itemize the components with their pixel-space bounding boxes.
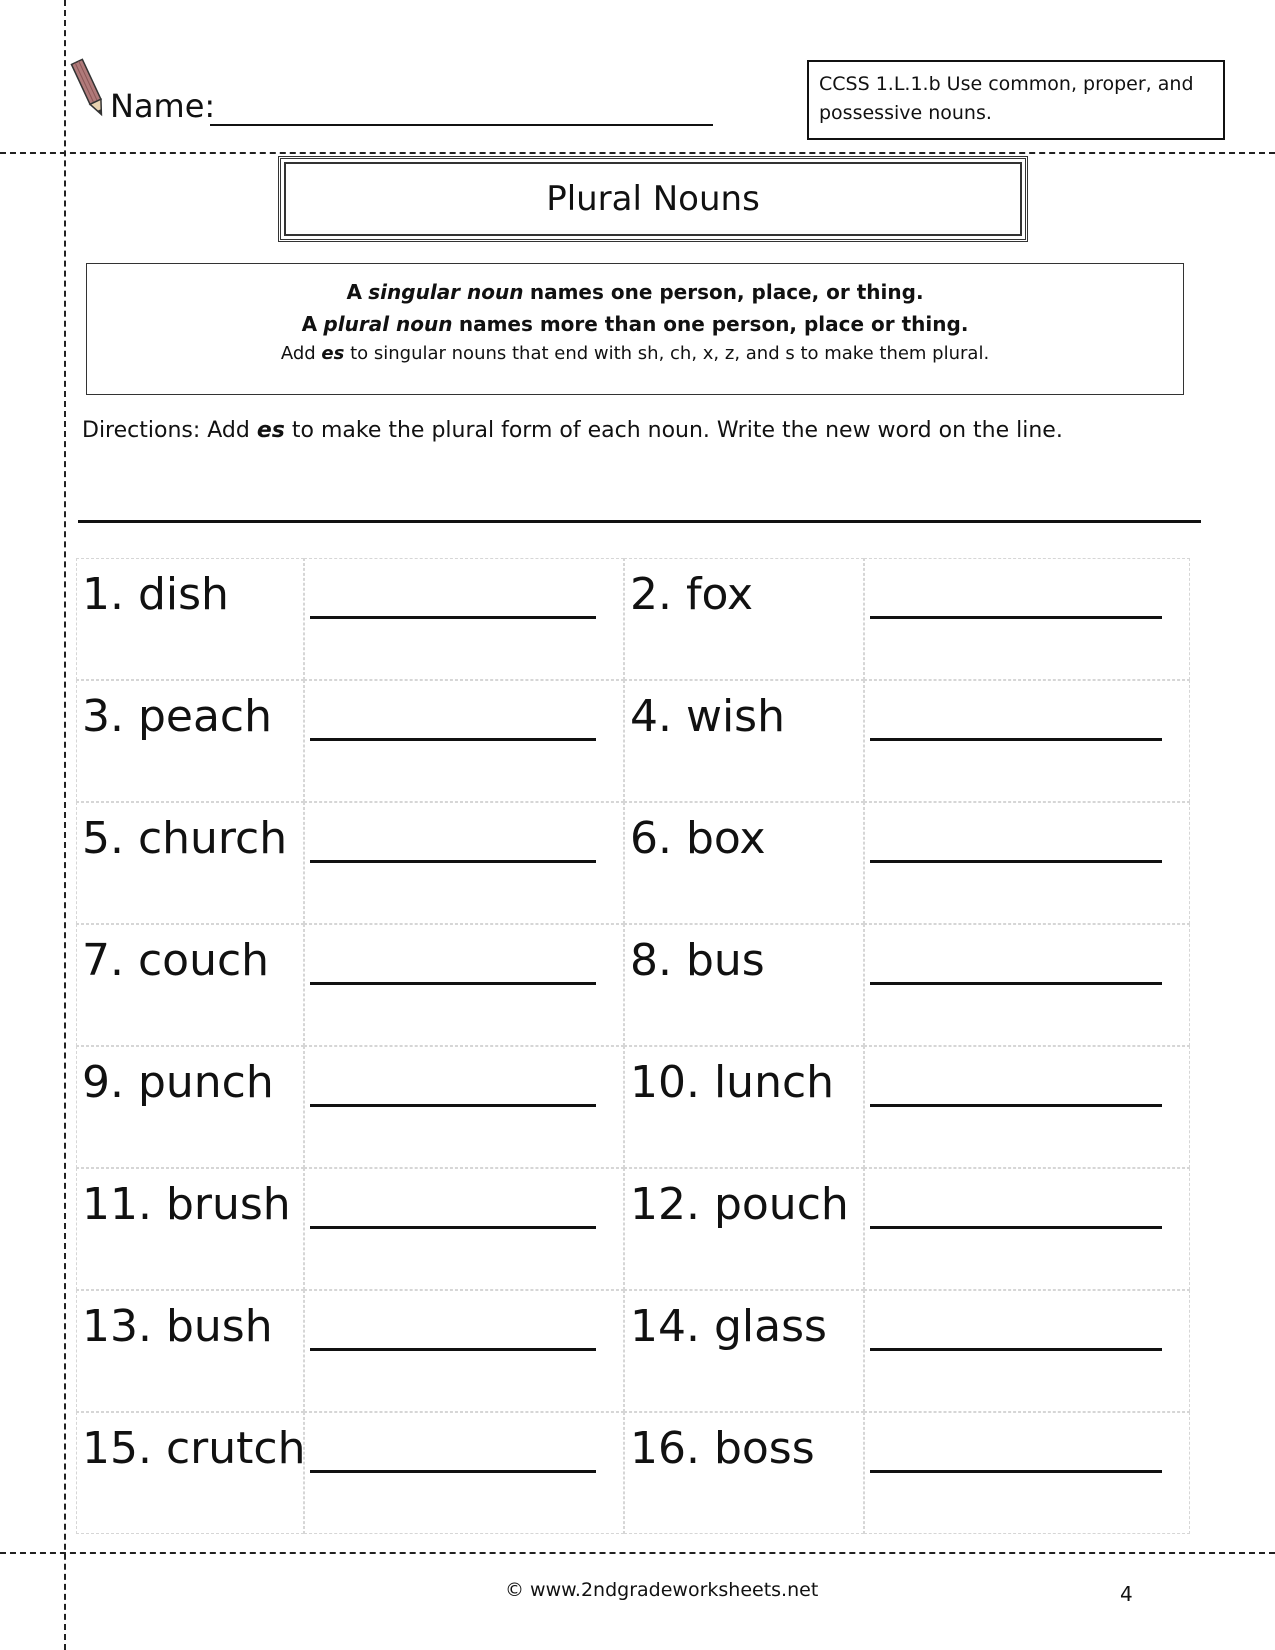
definition-text: names more than one person, place or thing. <box>458 312 969 336</box>
answer-cell <box>304 680 624 802</box>
name-label: Name: <box>110 87 216 125</box>
noun-item: 8. bus <box>630 935 765 986</box>
answer-line[interactable] <box>310 860 596 863</box>
standard-box: CCSS 1.L.1.b Use common, proper, and possessive nouns. <box>807 60 1225 140</box>
definition-rule <box>87 340 1183 368</box>
directions-prefix: Directions: Add <box>82 418 250 443</box>
answer-cell <box>304 1168 624 1290</box>
left-margin-guide <box>64 0 66 1650</box>
noun-item: 11. brush <box>82 1179 291 1230</box>
answer-cell <box>304 1046 624 1168</box>
term-singular-noun: singular noun <box>368 280 524 304</box>
top-cut-guide <box>0 152 1275 154</box>
answer-line[interactable] <box>870 1470 1162 1473</box>
noun-item: 5. church <box>82 813 288 864</box>
answer-cell <box>864 1412 1190 1534</box>
pencil-icon <box>70 55 110 125</box>
answer-line[interactable] <box>870 982 1162 985</box>
page-title: Plural Nouns <box>546 179 760 219</box>
rule-prefix: Add <box>280 343 316 364</box>
noun-item: 6. box <box>630 813 766 864</box>
answer-line[interactable] <box>310 982 596 985</box>
answer-cell <box>304 558 624 680</box>
section-divider <box>78 520 1201 523</box>
answer-cell <box>864 802 1190 924</box>
answer-cell <box>304 802 624 924</box>
directions-text: to make the plural form of each noun. Write the new word on the line. <box>291 418 1063 443</box>
definition-box <box>86 263 1184 395</box>
name-input-line[interactable] <box>210 124 713 126</box>
exercise-grid <box>76 558 1190 1558</box>
answer-line[interactable] <box>870 738 1162 741</box>
noun-item: 15. crutch <box>82 1423 306 1474</box>
answer-line[interactable] <box>310 1470 596 1473</box>
directions <box>82 416 1063 446</box>
directions-term: es <box>256 418 285 443</box>
definition-text: names one person, place, or thing. <box>529 280 924 304</box>
copyright: © www.2ndgradeworksheets.net <box>505 1579 819 1601</box>
answer-cell <box>864 1168 1190 1290</box>
answer-line[interactable] <box>870 616 1162 619</box>
noun-item: 13. bush <box>82 1301 273 1352</box>
noun-item: 9. punch <box>82 1057 274 1108</box>
answer-cell <box>304 924 624 1046</box>
noun-item: 4. wish <box>630 691 785 742</box>
definition-article: A <box>346 280 362 304</box>
title-box <box>278 156 1028 242</box>
definition-plural <box>87 308 1183 340</box>
answer-line[interactable] <box>310 1348 596 1351</box>
term-plural-noun: plural noun <box>323 312 453 336</box>
answer-line[interactable] <box>870 860 1162 863</box>
answer-line[interactable] <box>870 1104 1162 1107</box>
page-number: 4 <box>1120 1582 1133 1606</box>
term-es: es <box>321 343 345 364</box>
answer-cell <box>864 1290 1190 1412</box>
noun-item: 1. dish <box>82 569 229 620</box>
noun-item: 12. pouch <box>630 1179 849 1230</box>
answer-cell <box>864 924 1190 1046</box>
answer-cell <box>864 1046 1190 1168</box>
answer-line[interactable] <box>310 738 596 741</box>
noun-item: 10. lunch <box>630 1057 835 1108</box>
noun-item: 2. fox <box>630 569 754 620</box>
rule-text: to singular nouns that end with sh, ch, x, z, and s to make them plural. <box>350 343 990 364</box>
definition-singular <box>87 276 1183 308</box>
noun-item: 7. couch <box>82 935 270 986</box>
noun-item: 3. peach <box>82 691 273 742</box>
answer-cell <box>304 1412 624 1534</box>
answer-cell <box>304 1290 624 1412</box>
answer-cell <box>864 558 1190 680</box>
answer-line[interactable] <box>870 1226 1162 1229</box>
answer-line[interactable] <box>310 616 596 619</box>
answer-line[interactable] <box>310 1104 596 1107</box>
answer-line[interactable] <box>870 1348 1162 1351</box>
definition-article: A <box>301 312 318 336</box>
answer-line[interactable] <box>310 1226 596 1229</box>
answer-cell <box>864 680 1190 802</box>
noun-item: 16. boss <box>630 1423 815 1474</box>
noun-item: 14. glass <box>630 1301 827 1352</box>
